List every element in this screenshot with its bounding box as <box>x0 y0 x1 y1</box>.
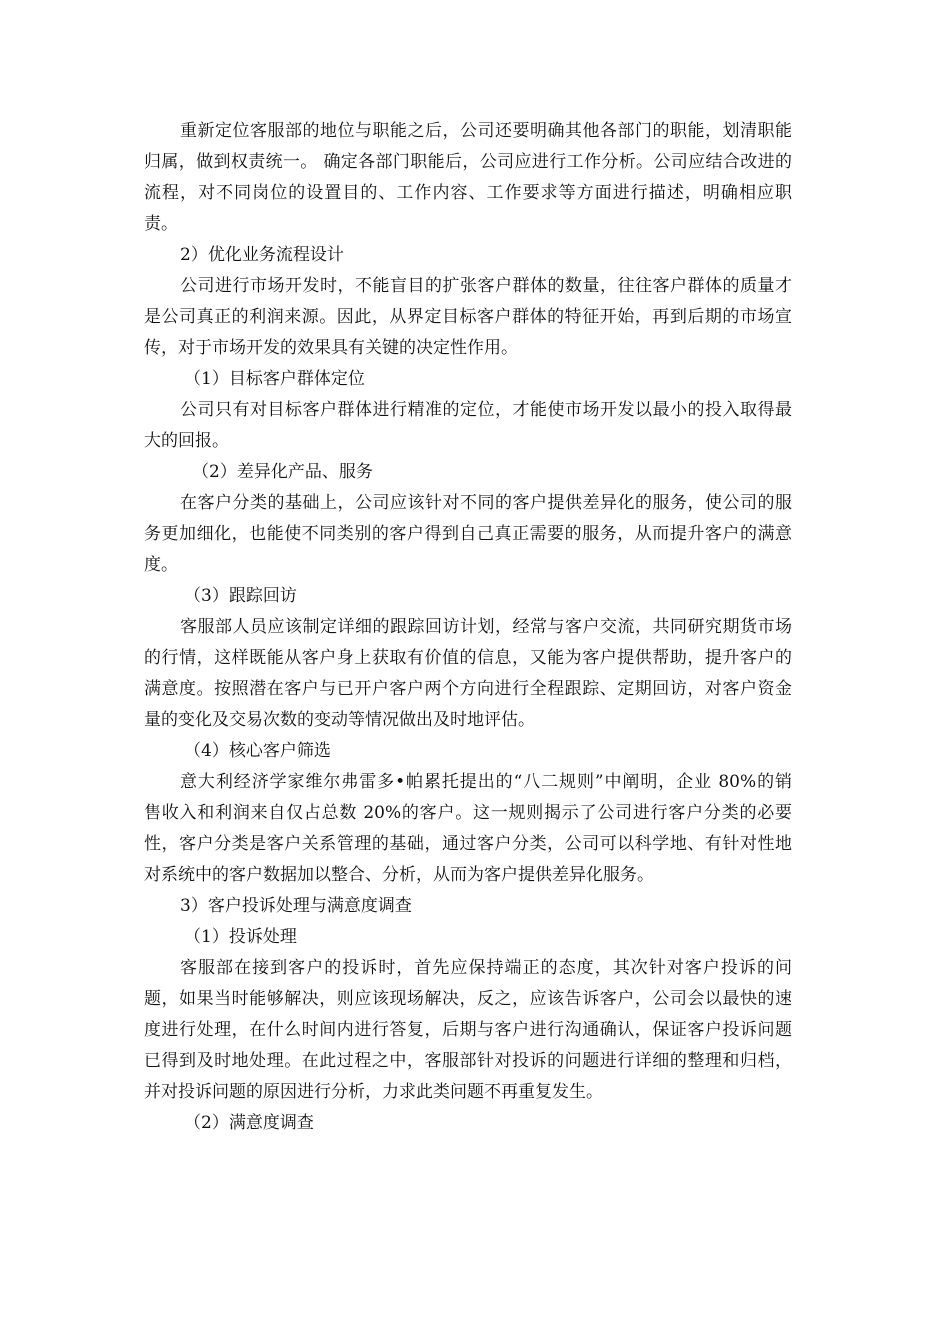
text-line: 对系统中的客户数据加以整合、分析，从而为客户提供差异化服务。 <box>144 865 654 885</box>
text-line: 在客户分类的基础上，公司应该针对不同的客户提供差异化的服务，使公司的服 <box>180 493 792 513</box>
text-line: 流程，对不同岗位的设置目的、工作内容、工作要求等方面进行描述，明确相应职 <box>144 183 792 203</box>
subsection-heading: （2）差异化产品、服务 <box>192 462 373 482</box>
paragraph-market-development <box>144 271 810 364</box>
document-page <box>144 116 810 1139</box>
text-line: 度进行处理，在什么时间内进行答复，后期与客户进行沟通确认，保证客户投诉问题 <box>144 1020 792 1040</box>
text-line: 归属，做到权责统一。 确定各部门职能后，公司应进行工作分析。公司应结合改进的 <box>144 152 792 172</box>
paragraph-follow-up <box>144 612 810 736</box>
text-line: 公司进行市场开发时，不能盲目的扩张客户群体的数量，往往客户群体的质量才 <box>180 276 792 296</box>
paragraph-target-positioning <box>144 395 810 457</box>
text-line: 题，如果当时能够解决，则应该现场解决，反之，应该告诉客户，公司会以最快的速 <box>144 989 792 1009</box>
paragraph-differentiation <box>144 488 810 581</box>
subsection-heading: （3）跟踪回访 <box>184 586 297 606</box>
text-line: 度。 <box>144 555 178 575</box>
text-line: 量的变化及交易次数的变动等情况做出及时地评估。 <box>144 710 535 730</box>
text-line: 公司只有对目标客户群体进行精准的定位，才能使市场开发以最小的投入取得最 <box>180 400 792 420</box>
text-line: 大的回报。 <box>144 431 229 451</box>
paragraph-core-customers <box>144 767 810 891</box>
text-line: 重新定位客服部的地位与职能之后，公司还要明确其他各部门的职能，划清职能 <box>180 121 792 141</box>
text-line: 是公司真正的利润来源。因此，从界定目标客户群体的特征开始，再到后期的市场宣 <box>144 307 792 327</box>
text-line: 已得到及时地处理。在此过程之中，客服部针对投诉的问题进行详细的整理和归档， <box>144 1051 792 1071</box>
text-line: 客服部在接到客户的投诉时，首先应保持端正的态度，其次针对客户投诉的问 <box>180 958 792 978</box>
subsection-heading: （4）核心客户筛选 <box>184 741 331 761</box>
paragraph-complaint-handling <box>144 953 810 1108</box>
paragraph-role-clarification <box>144 116 810 240</box>
text-line: 客服部人员应该制定详细的跟踪回访计划，经常与客户交流，共同研究期货市场 <box>180 617 792 637</box>
text-line: 责。 <box>144 214 178 234</box>
text-line: 意大利经济学家维尔弗雷多•帕累托提出的“八二规则”中阐明，企业 80%的销 <box>180 772 792 792</box>
section-heading: 2）优化业务流程设计 <box>180 245 344 265</box>
text-line: 售收入和利润来自仅占总数 20%的客户。这一规则揭示了公司进行客户分类的必要 <box>144 803 792 823</box>
text-line: 的行情，这样既能从客户身上获取有价值的信息，又能为客户提供帮助，提升客户的 <box>144 648 792 668</box>
subsection-heading: （1）投诉处理 <box>184 927 297 947</box>
subsection-heading: （1）目标客户群体定位 <box>184 369 365 389</box>
subsection-heading: （2）满意度调查 <box>184 1113 314 1133</box>
section-heading: 3）客户投诉处理与满意度调查 <box>180 896 412 916</box>
text-line: 传，对于市场开发的效果具有关键的决定性作用。 <box>144 338 518 358</box>
text-line: 务更加细化，也能使不同类别的客户得到自己真正需要的服务，从而提升客户的满意 <box>144 524 792 544</box>
text-line: 并对投诉问题的原因进行分析，力求此类问题不再重复发生。 <box>144 1082 603 1102</box>
text-line: 满意度。按照潜在客户与已开户客户两个方向进行全程跟踪、定期回访，对客户资金 <box>144 679 792 699</box>
text-line: 性，客户分类是客户关系管理的基础，通过客户分类，公司可以科学地、有针对性地 <box>144 834 792 854</box>
